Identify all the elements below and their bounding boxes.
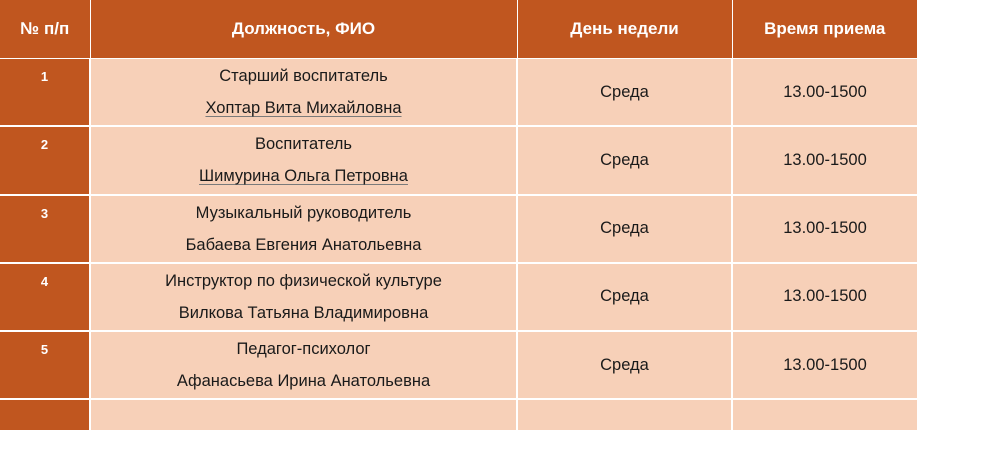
- role-text: Воспитатель: [255, 135, 352, 154]
- row-position-cell: [90, 263, 517, 331]
- table-row-filler: [0, 399, 917, 430]
- row-day: Среда: [517, 331, 732, 399]
- role-text: Музыкальный руководитель: [195, 203, 412, 222]
- person-name-text: Афанасьева Ирина Анатольевна: [176, 372, 431, 391]
- column-header-position: Должность, ФИО: [90, 0, 517, 59]
- row-number: 1: [0, 59, 90, 127]
- row-position-cell: [90, 59, 517, 127]
- filler-number-cell: [0, 399, 90, 430]
- row-day: Среда: [517, 59, 732, 127]
- row-day: Среда: [517, 126, 732, 194]
- table-row: [0, 59, 917, 127]
- column-header-time: Время приема: [732, 0, 917, 59]
- filler-time-cell: [732, 399, 917, 430]
- role-text: Педагог-психолог: [236, 340, 371, 359]
- row-day: Среда: [517, 263, 732, 331]
- row-time: 13.00-1500: [732, 195, 917, 263]
- column-header-day: День недели: [517, 0, 732, 59]
- filler-day-cell: [517, 399, 732, 430]
- role-text: Инструктор по физической культуре: [165, 271, 442, 290]
- row-position-cell: [90, 195, 517, 263]
- table-row: [0, 263, 917, 331]
- person-name-text: Хоптар Вита Михайловна: [205, 99, 402, 118]
- row-number: 4: [0, 263, 90, 331]
- table-header: [0, 0, 917, 59]
- role-text: Старший воспитатель: [219, 67, 388, 85]
- row-day: Среда: [517, 195, 732, 263]
- row-number: 2: [0, 126, 90, 194]
- person-name-text: Вилкова Татьяна Владимировна: [178, 303, 429, 322]
- person-name-text: Шимурина Ольга Петровна: [199, 167, 408, 186]
- row-time: 13.00-1500: [732, 263, 917, 331]
- table-row: [0, 126, 917, 194]
- row-number: 5: [0, 331, 90, 399]
- row-position-cell: [90, 126, 517, 194]
- table-row: [0, 331, 917, 399]
- person-name-text: Бабаева Евгения Анатольевна: [185, 235, 422, 254]
- table-row: [0, 195, 917, 263]
- row-time: 13.00-1500: [732, 126, 917, 194]
- row-number: 3: [0, 195, 90, 263]
- row-position-cell: [90, 331, 517, 399]
- filler-position-cell: [90, 399, 517, 430]
- column-header-number: № п/п: [0, 0, 90, 59]
- table-body: [0, 59, 917, 431]
- row-time: 13.00-1500: [732, 59, 917, 127]
- row-time: 13.00-1500: [732, 331, 917, 399]
- table-header-row: [0, 0, 917, 59]
